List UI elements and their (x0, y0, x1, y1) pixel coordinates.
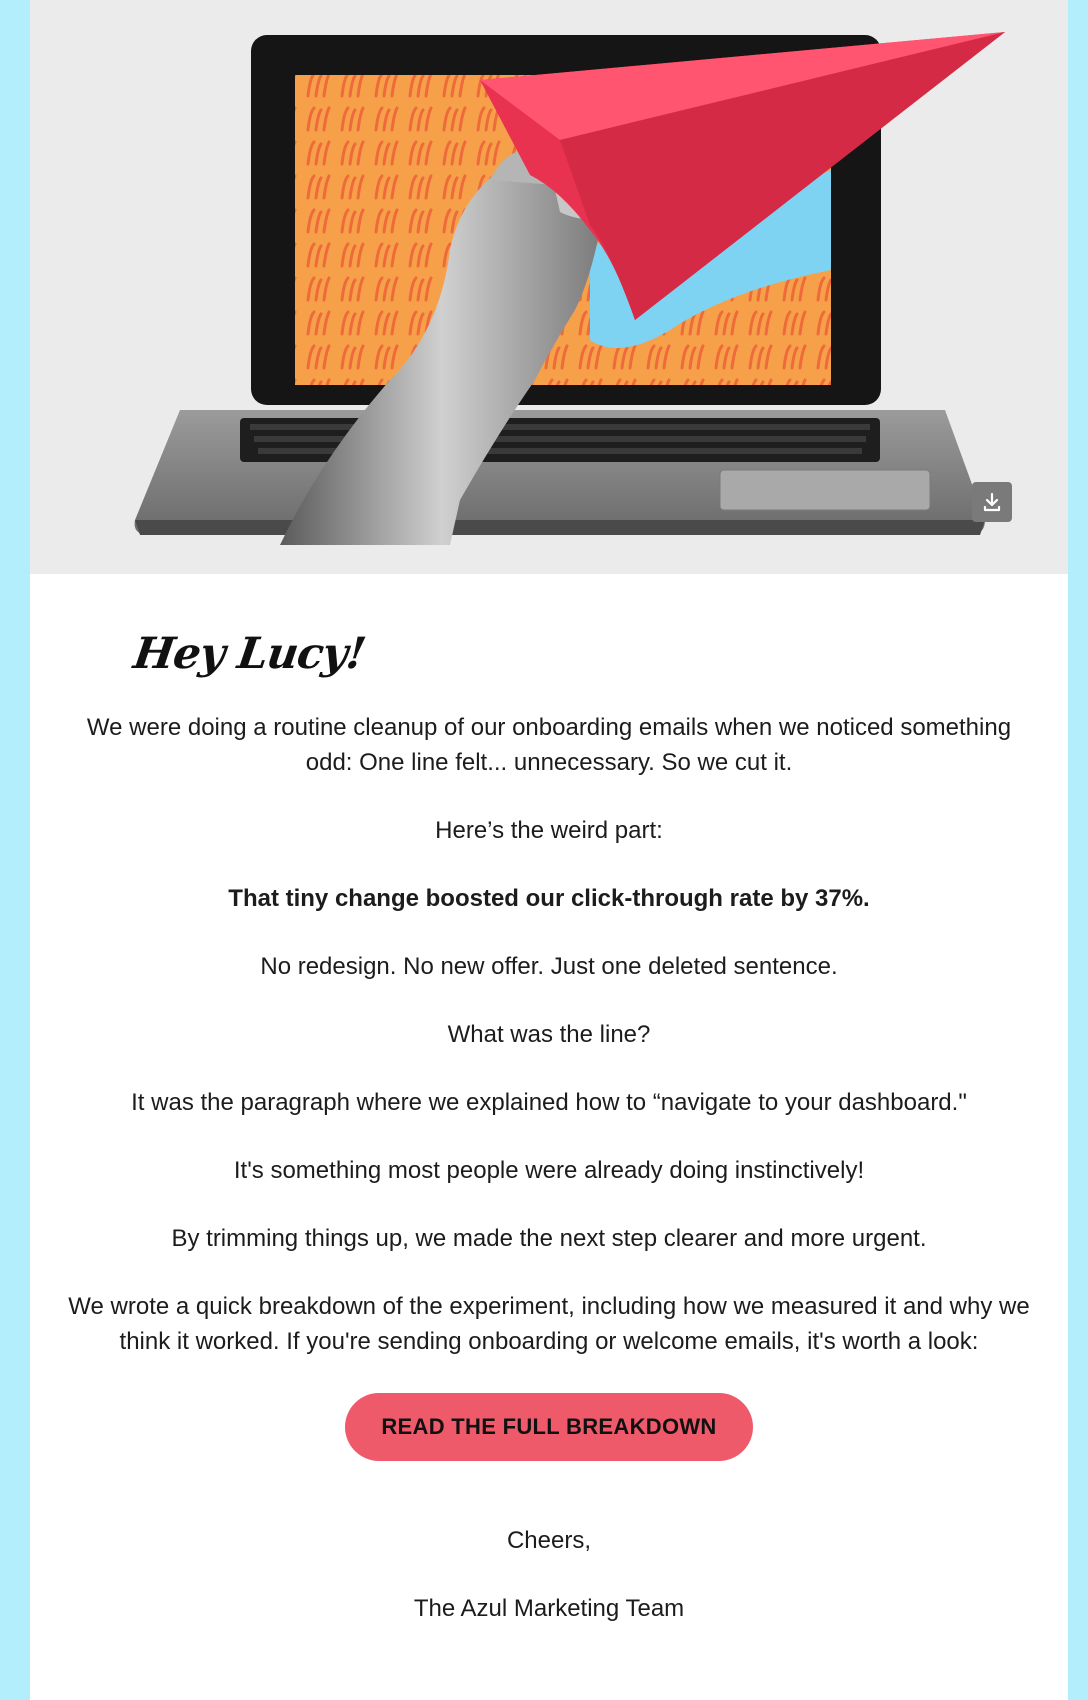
cta-container (66, 1393, 1032, 1461)
paragraph-no-redesign: No redesign. No new offer. Just one deleted sentence. (260, 953, 838, 980)
email-container (30, 0, 1068, 1700)
paragraph-breakdown: We wrote a quick breakdown of the experiment, including how we measured it and why we think it worked. If you're sending onboarding or welcome emails, it's worth a look: (68, 1293, 1030, 1355)
paragraph-result: That tiny change boosted our click-through rate by 37%. (228, 885, 870, 912)
greeting-heading: Hey Lucy! (130, 629, 368, 679)
signoff-team: The Azul Marketing Team (413, 1595, 685, 1622)
paragraph-intro: We were doing a routine cleanup of our onboarding emails when we noticed something odd: One line felt... unnecessary. So we cut it. (86, 714, 1012, 776)
download-icon (981, 491, 1003, 513)
hero-image (30, 0, 1068, 574)
paragraph-trimming: By trimming things up, we made the next step clearer and more urgent. (171, 1225, 927, 1252)
paragraph-weird-part: Here’s the weird part: (435, 817, 663, 844)
laptop-paper-plane-illustration (30, 0, 1068, 574)
paragraph-instinct: It's something most people were already doing instinctively! (233, 1157, 865, 1184)
read-breakdown-button[interactable]: READ THE FULL BREAKDOWN (345, 1393, 753, 1461)
signoff-closing: Cheers, (506, 1527, 592, 1554)
email-body (30, 618, 1068, 1626)
download-image-button[interactable] (972, 482, 1012, 522)
paragraph-question: What was the line? (447, 1021, 651, 1048)
paragraph-answer: It was the paragraph where we explained how to “navigate to your dashboard." (131, 1089, 967, 1116)
